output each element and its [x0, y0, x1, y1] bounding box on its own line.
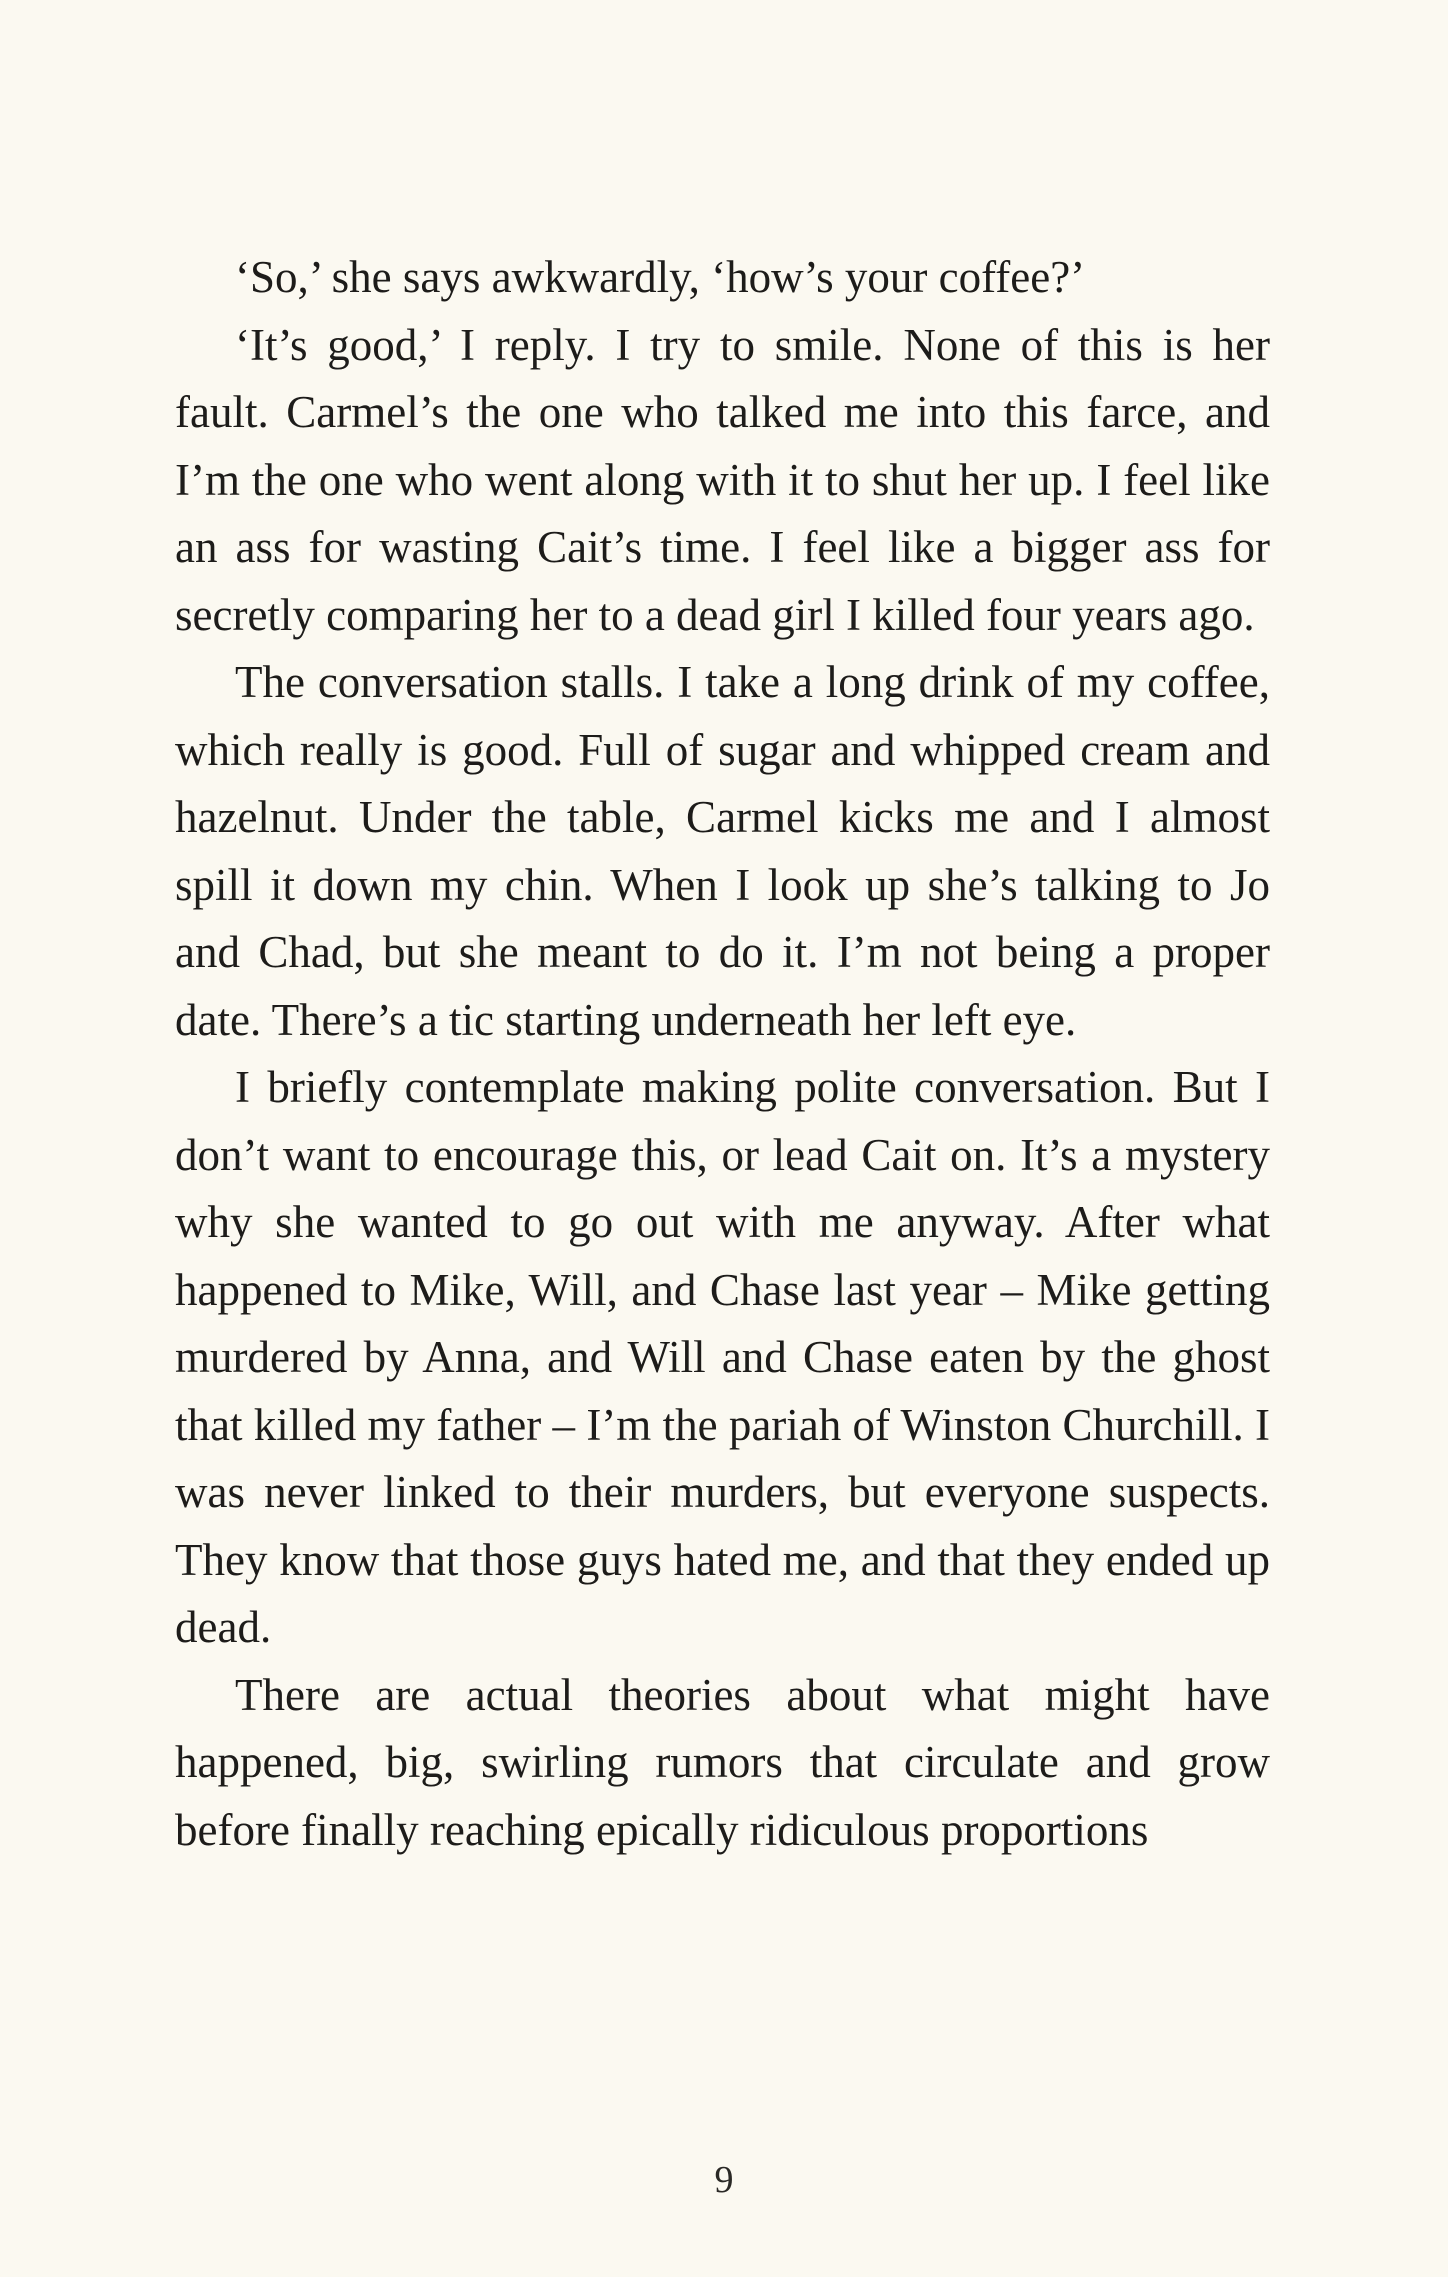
paragraph-1: ‘So,’ she says awkwardly, ‘how’s your coffee?’ [235, 252, 1086, 302]
paragraph-4: I briefly contemplate making polite conversation. But I don’t want to encourage this, or lead Cait on. It’s a mystery why she wanted to go out with me anyway. After what happened to Mike, Will, and Chase last year – Mike getting murdered by Anna, and Will and Chase eaten by the ghost that killed my father – I’m the pariah of Winston Churchill. I was never linked to their murders, but everyone suspects. They know that those guys hated me, and that they ended up dead. [175, 1062, 1270, 1652]
body-text [175, 244, 1270, 1864]
paragraph-2: ‘It’s good,’ I reply. I try to smile. None of this is her fault. Carmel’s the one who talked me into this farce, and I’m the one who went along with it to shut her up. I feel like an ass for wasting Cait’s time. I feel like a bigger ass for secretly comparing her to a dead girl I killed four years ago. [175, 319, 1270, 640]
page-number: 9 [714, 2159, 734, 2201]
paragraph-3: The conversation stalls. I take a long drink of my coffee, which really is good. Full of sugar and whipped cream and hazelnut. Under the table, Carmel kicks me and I almost spill it down my chin. When I look up she’s talking to Jo and Chad, but she meant to do it. I’m not being a proper date. There’s a tic starting underneath her left eye. [175, 657, 1270, 1045]
paragraph-5: There are actual theories about what might have happened, big, swirling rumors that circulate and grow before finally reaching epically ridiculous proportions [175, 1669, 1270, 1855]
